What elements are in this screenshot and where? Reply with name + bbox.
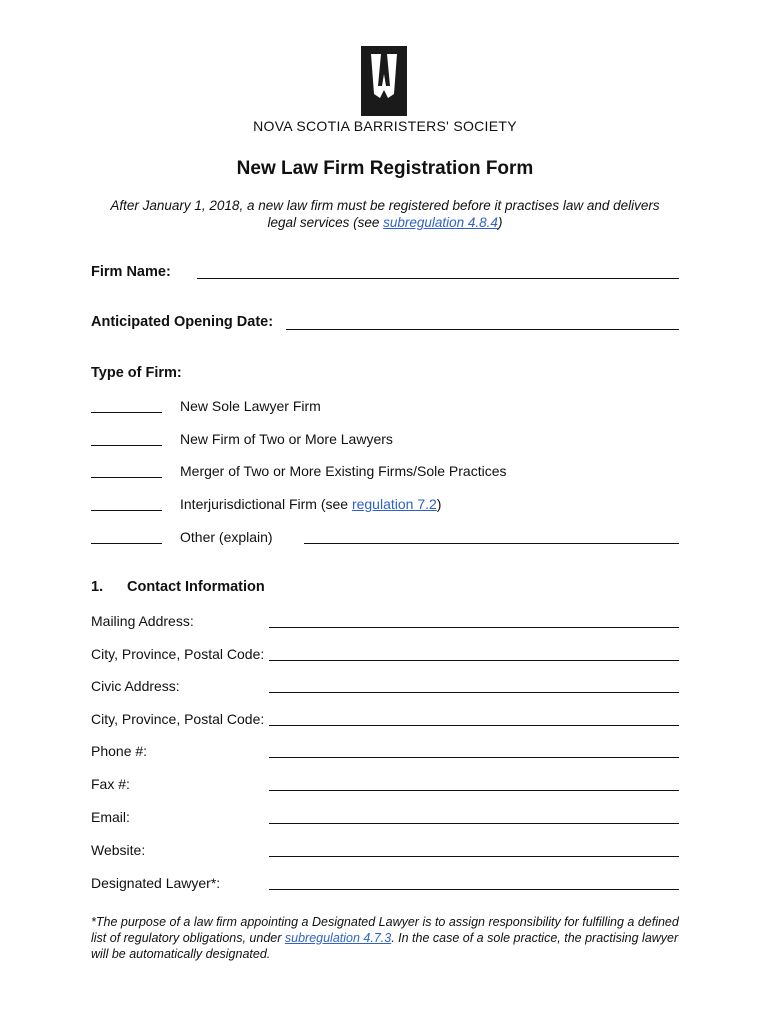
fax-field[interactable] <box>269 790 679 791</box>
contact-section-heading: Contact Information <box>127 579 265 595</box>
subregulation-4-8-4-link[interactable]: subregulation 4.8.4 <box>383 215 498 230</box>
email-label: Email: <box>91 809 130 825</box>
mailing-address-label: Mailing Address: <box>91 613 194 629</box>
civic-city-province-postal-label: City, Province, Postal Code: <box>91 711 265 727</box>
society-logo <box>361 46 407 116</box>
intro-line-1: After January 1, 2018, a new law firm must be registered before it practises law and delivers <box>110 198 660 213</box>
opening-date-field[interactable] <box>286 329 679 330</box>
civic-address-label: Civic Address: <box>91 678 180 694</box>
option-label-interjurisdictional-prefix: Interjurisdictional Firm (see <box>180 496 352 512</box>
org-name: NOVA SCOTIA BARRISTERS' SOCIETY <box>253 118 517 134</box>
subregulation-4-7-3-link[interactable]: subregulation 4.7.3 <box>284 931 392 945</box>
mailing-city-province-postal-field[interactable] <box>269 660 679 661</box>
option-label-other: Other (explain) <box>180 529 273 545</box>
footnote-text-prefix: *The purpose of a law firm appointing a Designated Lawyer is to assign responsibility for fulfilling a defined list of regulatory obligations, under <box>91 915 679 945</box>
footnote-text-suffix: . In the case of a sole practice, the practising lawyer will be automatically designated. <box>91 931 679 961</box>
page-title: New Law Firm Registration Form <box>236 158 534 179</box>
email-field[interactable] <box>269 823 679 824</box>
option-blank-other[interactable] <box>91 543 162 544</box>
intro-text <box>100 197 670 231</box>
firm-type-heading: Type of Firm: <box>91 365 182 381</box>
option-blank-two-or-more[interactable] <box>91 445 162 446</box>
contact-section-number: 1. <box>91 579 104 595</box>
civic-city-province-postal-field[interactable] <box>269 725 679 726</box>
fax-label: Fax #: <box>91 776 130 792</box>
designated-lawyer-footnote <box>91 914 681 962</box>
website-label: Website: <box>91 842 146 858</box>
other-explain-field[interactable] <box>304 543 679 544</box>
mailing-address-field[interactable] <box>269 627 679 628</box>
website-field[interactable] <box>269 856 679 857</box>
opening-date-label: Anticipated Opening Date: <box>91 314 274 330</box>
option-label-two-or-more: New Firm of Two or More Lawyers <box>180 431 393 447</box>
phone-field[interactable] <box>269 757 679 758</box>
civic-address-field[interactable] <box>269 692 679 693</box>
firm-name-label: Firm Name: <box>91 264 171 280</box>
option-blank-merger[interactable] <box>91 477 162 478</box>
intro-line-2 <box>100 214 670 231</box>
option-blank-sole[interactable] <box>91 412 162 413</box>
option-label-sole: New Sole Lawyer Firm <box>180 398 321 414</box>
designated-lawyer-label: Designated Lawyer*: <box>91 875 221 891</box>
option-label-merger: Merger of Two or More Existing Firms/Sole Practices <box>180 463 507 479</box>
firm-name-field[interactable] <box>197 278 679 279</box>
designated-lawyer-field[interactable] <box>269 889 679 890</box>
option-blank-interjurisdictional[interactable] <box>91 510 162 511</box>
option-label-interjurisdictional-suffix: ) <box>436 496 442 512</box>
intro-line-2-prefix: legal services (see <box>267 215 384 230</box>
mailing-city-province-postal-label: City, Province, Postal Code: <box>91 646 265 662</box>
regulation-7-2-link[interactable]: regulation 7.2 <box>351 496 437 512</box>
intro-line-2-suffix: ) <box>497 215 503 230</box>
option-label-interjurisdictional <box>180 496 441 512</box>
phone-label: Phone #: <box>91 743 148 759</box>
